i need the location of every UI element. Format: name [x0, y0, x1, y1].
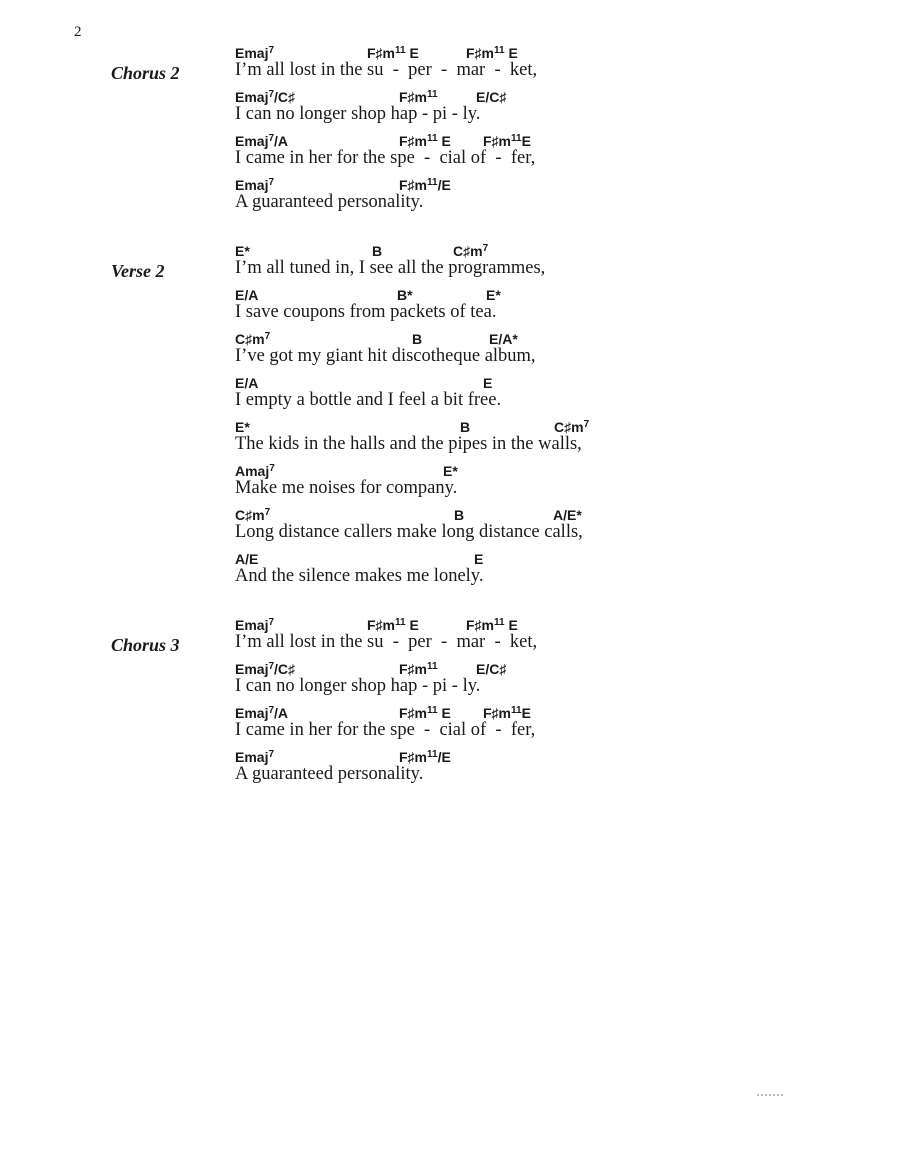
chord: $C♯m^7$ [453, 243, 489, 259]
section-label: Chorus 3 [111, 635, 180, 655]
chord: $F♯m^{11}$ E [399, 133, 451, 149]
chord-extension: 11 [427, 133, 438, 144]
chord: $F♯m^{11}$ E [367, 45, 419, 61]
chord: E [483, 375, 493, 391]
section-label: Verse 2 [111, 261, 165, 281]
lyric-text: I can no longer shop hap - pi - ly. [235, 104, 481, 124]
lyric-text: I came in her for the spe - cial of - fer, [235, 720, 536, 740]
lyric-line [0, 89, 900, 133]
lyric-text: A guaranteed personality. [235, 764, 424, 784]
chord: $C♯m^7$ [235, 331, 271, 347]
lyric-line [0, 463, 900, 507]
lyric-line [0, 661, 900, 705]
section-label: Chorus 2 [111, 63, 180, 83]
chord: $F♯m^{11}$ E [367, 617, 419, 633]
chord-row [0, 177, 900, 195]
lyric-line [0, 551, 900, 595]
lyric-text: A guaranteed personality. [235, 192, 424, 212]
chord-extension: 7 [268, 133, 275, 144]
chord-extension: 11 [511, 705, 522, 716]
chord: A/E [235, 551, 259, 567]
chord-extension: 11 [427, 749, 438, 760]
chord: E* [486, 287, 501, 303]
chord-extension: 11 [427, 661, 438, 672]
chord-extension: 11 [511, 133, 522, 144]
chord: $F♯m^{11}/E$ [399, 749, 451, 765]
chord: $C♯m^7$ [235, 507, 271, 523]
chord-extension: 11 [395, 45, 406, 56]
chord-row [0, 749, 900, 767]
page-edge-mark [757, 1094, 783, 1098]
chord: $F♯m^{11}E$ [483, 705, 531, 721]
chord: $C♯m^7$ [554, 419, 590, 435]
lyric-line [0, 287, 900, 331]
chord: Emaj$^7$/C♯ [235, 89, 296, 105]
chord: E/C♯ [476, 89, 507, 105]
chord: B [460, 419, 471, 435]
lyric-line [0, 419, 900, 463]
chord: A/E* [553, 507, 582, 523]
chord: E/A [235, 375, 259, 391]
chord-extension: 7 [268, 177, 275, 188]
chord: B [412, 331, 423, 347]
chord: Emaj$^7$/A [235, 133, 289, 149]
chord-extension: 7 [268, 749, 275, 760]
chord: E/C♯ [476, 661, 507, 677]
lyric-text: The kids in the halls and the pipes in the walls, [235, 434, 582, 454]
chord: Emaj$^7$ [235, 617, 275, 633]
lyric-line [0, 133, 900, 177]
chord: Emaj$^7$/C♯ [235, 661, 296, 677]
chord: Emaj$^7$/A [235, 705, 289, 721]
chord-extension: 11 [427, 705, 438, 716]
chord: $F♯m^{11}$ E [466, 617, 518, 633]
lyric-text: I’m all lost in the su - per - mar - ket, [235, 60, 538, 80]
lyric-line [0, 749, 900, 793]
chord-extension: 11 [494, 617, 505, 628]
chord-extension: 7 [268, 705, 275, 716]
chord-extension: 11 [427, 89, 438, 100]
lyric-line [0, 45, 900, 89]
chord: $F♯m^{11}E$ [483, 133, 531, 149]
chord-extension: 7 [583, 419, 590, 430]
chord: B* [397, 287, 413, 303]
chord: Amaj$^7$ [235, 463, 275, 479]
chord: E/A [235, 287, 259, 303]
chord: $F♯m^{11}$ E [466, 45, 518, 61]
lyric-line [0, 705, 900, 749]
lyric-text: I’m all tuned in, I see all the programmes, [235, 258, 546, 278]
chord-extension: 7 [264, 507, 271, 518]
page-number: 2 [74, 24, 82, 40]
chord: $F♯m^{11}$ [399, 89, 438, 105]
chord: $F♯m^{11}$ E [399, 705, 451, 721]
chord-extension: 7 [268, 617, 275, 628]
chord-extension: 7 [268, 89, 275, 100]
chord-extension: 7 [269, 463, 275, 474]
chord: E/A* [489, 331, 518, 347]
lyric-text: And the silence makes me lonely. [235, 566, 484, 586]
lyric-text: Long distance callers make long distance calls, [235, 522, 583, 542]
chord: E* [443, 463, 458, 479]
lyric-line [0, 507, 900, 551]
chord: B [454, 507, 465, 523]
lyric-line [0, 177, 900, 221]
chord-extension: 7 [268, 45, 275, 56]
lyric-text: I’m all lost in the su - per - mar - ket, [235, 632, 538, 652]
chord-extension: 11 [395, 617, 406, 628]
chord: E* [235, 419, 250, 435]
lyric-line [0, 243, 900, 287]
chord-extension: 11 [427, 177, 438, 188]
lyric-line [0, 375, 900, 419]
chord: B [372, 243, 383, 259]
chord: $F♯m^{11}$ [399, 661, 438, 677]
chord-extension: 7 [482, 243, 489, 254]
chord: Emaj$^7$ [235, 749, 275, 765]
lyric-text: I can no longer shop hap - pi - ly. [235, 676, 481, 696]
chord-extension: 7 [264, 331, 271, 342]
chord-extension: 11 [494, 45, 505, 56]
lyric-text: I came in her for the spe - cial of - fer, [235, 148, 536, 168]
chord: Emaj$^7$ [235, 177, 275, 193]
chord: E [474, 551, 484, 567]
chord: E* [235, 243, 250, 259]
chord: Emaj$^7$ [235, 45, 275, 61]
lyric-text: I save coupons from packets of tea. [235, 302, 497, 322]
chord-extension: 7 [268, 661, 275, 672]
lyric-line [0, 617, 900, 661]
lyric-text: I empty a bottle and I feel a bit free. [235, 390, 502, 410]
lyric-line [0, 331, 900, 375]
lyric-text: I’ve got my giant hit discotheque album, [235, 346, 536, 366]
chord: $F♯m^{11}/E$ [399, 177, 451, 193]
lyric-text: Make me noises for company. [235, 478, 458, 498]
